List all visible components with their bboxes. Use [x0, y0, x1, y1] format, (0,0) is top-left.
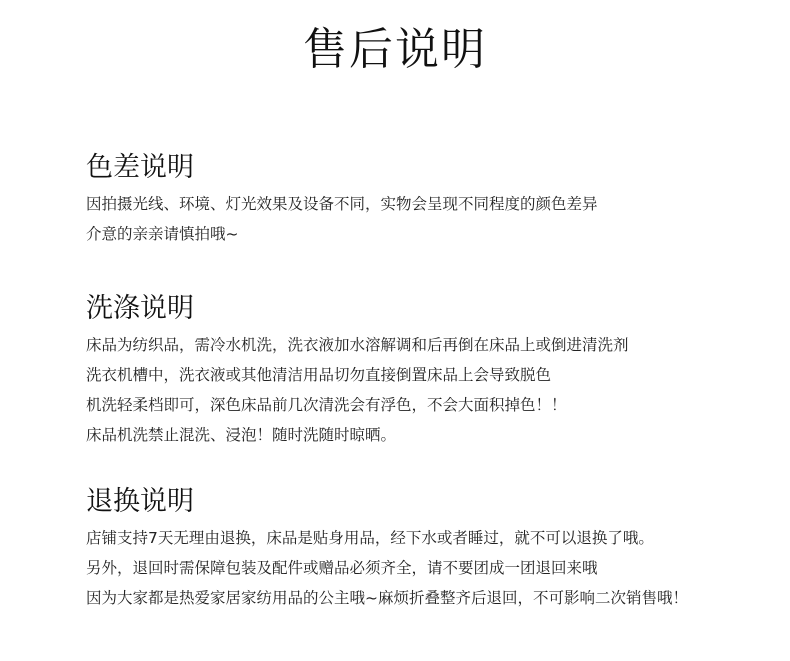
- washing-line-4: 床品机洗禁止混洗、浸泡！随时洗随时晾晒。: [86, 426, 397, 444]
- return-exchange-body: [86, 523, 786, 613]
- return-exchange-line-3: 因为大家都是热爱家居家纺用品的公主哦~麻烦折叠整齐后退回，不可影响二次销售哦！: [86, 589, 688, 607]
- return-exchange-heading: 退换说明: [86, 486, 194, 517]
- color-difference-line-1: 因拍摄光线、环境、灯光效果及设备不同，实物会呈现不同程度的颜色差异: [86, 195, 598, 213]
- return-exchange-section: [86, 484, 786, 613]
- color-difference-line-2: 介意的亲亲请慎拍哦~: [86, 225, 239, 243]
- washing-line-2: 洗衣机槽中，洗衣液或其他清洁用品切勿直接倒置床品上会导致脱色: [86, 366, 552, 384]
- return-exchange-line-1: 店铺支持7天无理由退换，床品是贴身用品，经下水或者睡过，就不可以退换了哦。: [86, 529, 654, 547]
- washing-line-3: 机洗轻柔档即可，深色床品前几次清洗会有浮色，不会大面积掉色！！: [86, 396, 567, 414]
- washing-section: [86, 291, 786, 450]
- color-difference-heading: 色差说明: [86, 152, 194, 183]
- color-difference-section: [86, 150, 786, 249]
- washing-line-1: 床品为纺织品，需冷水机洗，洗衣液加水溶解调和后再倒在床品上或倒进清洗剂: [86, 336, 629, 354]
- washing-heading: 洗涤说明: [86, 293, 194, 324]
- return-exchange-line-2: 另外，退回时需保障包装及配件或赠品必须齐全，请不要团成一团退回来哦: [86, 559, 598, 577]
- washing-body: [86, 330, 786, 450]
- color-difference-body: [86, 189, 786, 249]
- page-title: 售后说明: [303, 24, 487, 75]
